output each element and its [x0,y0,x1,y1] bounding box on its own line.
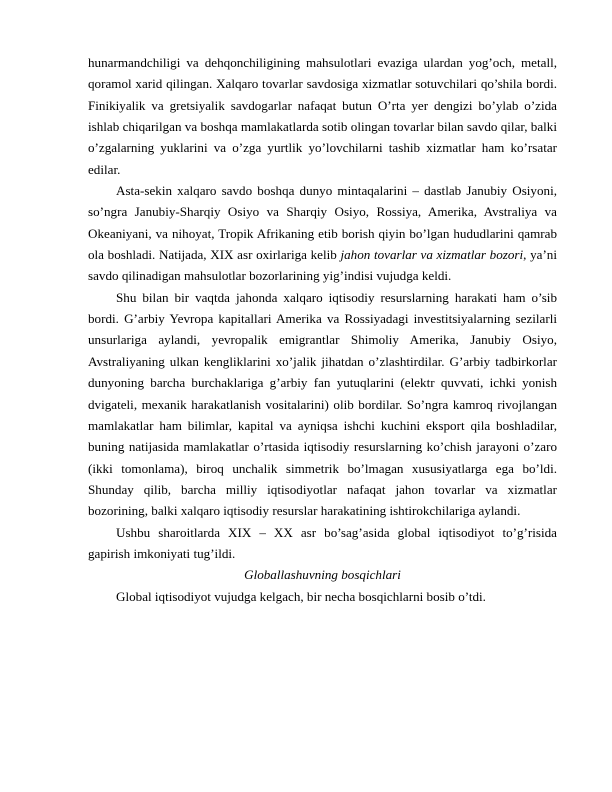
emphasis-world-market-term: jahon tovarlar va xizmatlar bozori [340,247,524,263]
paragraph-resource-movement: Shu bilan bir vaqtda jahonda xalqaro iqtisodiy resurslarning harakati ham o’sib bordi. G’arbiy Yevropa kapitallari Amerika va Rossiyadagi investitsiyalarning sezilarli unsurlariga aylandi, yevropalik emigrantlar Shimoliy Amerika, Janubiy Osiyo, Avstraliyaning ulkan kengliklarini xo’jalik jihatdan o’zlashtirdilar. G’arbiy tadbirkorlar dunyoning barcha burchaklariga g’arbiy fan yutuqlarini (elektr quvvati, ichki yonish dvigateli, mexanik harakatlanish vositalarini) olib bordilar. So’ngra kamroq rivojlangan mamlakatlar ham bilimlar, kapital va ayniqsa ishchi kuchini eksport qila boshladilar, buning natijasida mamlakatlar o’rtasida iqtisodiy resurslarning ko’chish jarayoni o’zaro (ikki tomonlama), biroq unchalik simmetrik bo’lmagan xususiyatlarga ega bo’ldi. Shunday qilib, barcha milliy iqtisodiyotlar nafaqat jahon tovarlar va xizmatlar bozorining, balki xalqaro iqtisodiy resurslar harakatining ishtirokchilariga aylandi. [88,289,557,519]
paragraph-stages-intro: Global iqtisodiyot vujudga kelgach, bir necha bosqichlarni bosib o’tdi. [116,588,486,604]
paragraph-global-economy: Ushbu sharoitlarda XIX – XX asr bo’sag’asida global iqtisodiyot to’g’risida gapirish imkoniyati tug’ildi. [88,524,557,561]
paragraph-world-market-text-after: , ya’ni savdo qilinadigan mahsulotlar bozorlarining yig’indisi vujudga keldi. [88,247,557,284]
paragraph-crafts-trade: hunarmandchiligi va dehqonchiligining mahsulotlari evaziga ulardan yog’och, metall, qoramol xarid qilingan. Xalqaro tovarlar savdosiga xizmatlar sotuvchilari qo’shila bordi. Finikiyalik va gretsiyalik savdogarlar nafaqat butun O’rta yer dengizi bo’ylab o’zida ishlab chiqarilgan va boshqa mamlakatlarda sotib olingan tovarlar bilan savdo qilar, balki o’zgalarning yuklarini va o’zga yurtlik yo’lovchilarni tashib xizmatlar ham ko’rsatar edilar. [88,55,557,177]
paragraph-world-market-text-before: Asta-sekin xalqaro savdo boshqa dunyo mintaqalarini – dastlab Janubiy Osiyoni, so’ngra Janubiy-Sharqiy Osiyo va Sharqiy Osiyo, Rossiya, Amerika, Avstraliya va Okeaniyani, va nihoyat, Tropik Afrikaning etib borish qiyin bo’lgan hududlarini qamrab ola boshladi. Natijada, XIX asr oxirlariga kelib [88,183,557,263]
document-page [88,52,557,607]
section-heading: Globallashuvning bosqichlari [244,567,401,583]
paragraph-world-market [88,180,557,287]
